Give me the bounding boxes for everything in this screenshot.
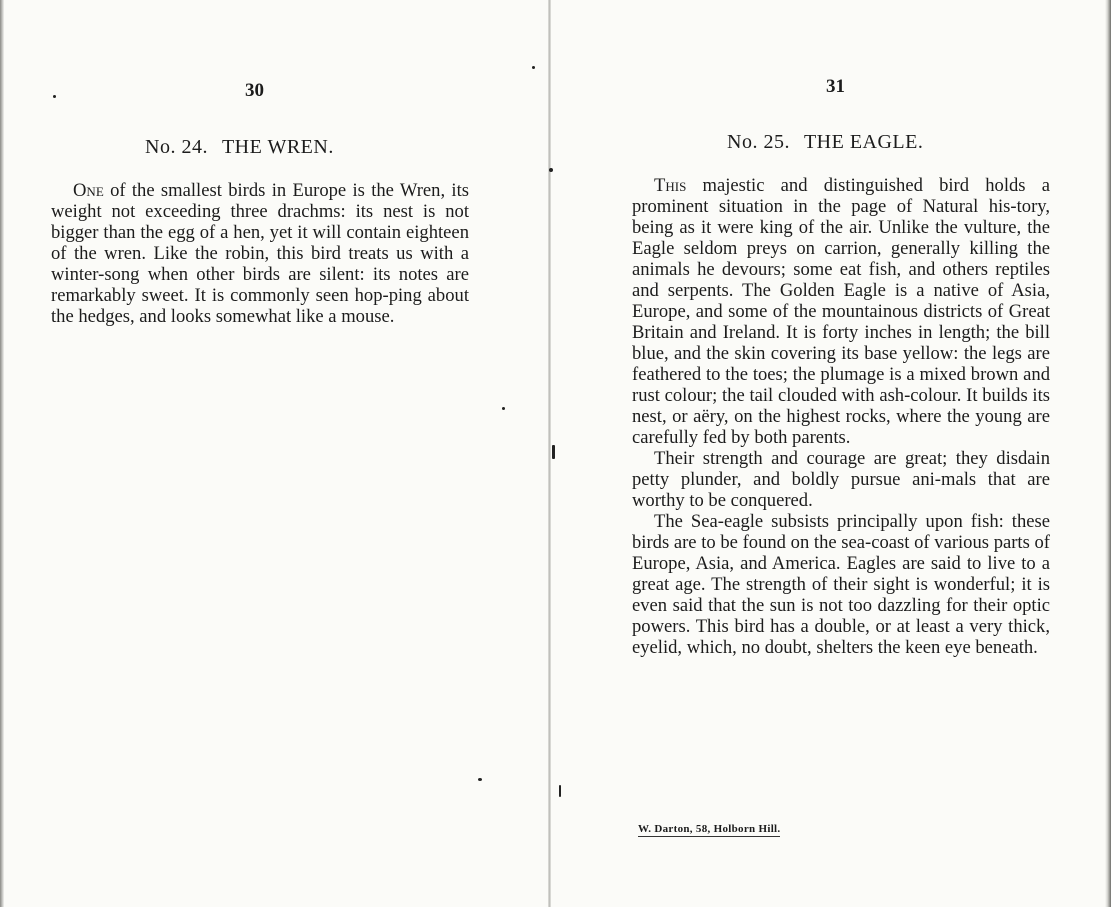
paragraph [51, 180, 469, 327]
paragraph [632, 175, 1050, 448]
page-number: 31 [826, 76, 845, 97]
body-text [632, 175, 1050, 658]
right-page [552, 0, 1111, 907]
left-page [0, 0, 550, 907]
ink-speck [478, 778, 482, 781]
paragraph: The Sea-eagle subsists principally upon fish: these birds are to be found on the sea-coast of various parts of Europe, Asia, and America. Eagles are said to live to a great age. The strength of their sight is wonderful; it is even said that the sun is not too dazzling for their optic powers. This bird has a double, or at least a very thick, eyelid, which, no doubt, shelters the keen eye beneath. [632, 511, 1050, 658]
lead-word: One [73, 180, 104, 201]
lead-word: This [654, 175, 687, 196]
section-number: No. 25. [727, 131, 790, 153]
ink-speck [559, 785, 561, 797]
ink-speck [532, 66, 535, 69]
ink-speck [549, 168, 553, 172]
paragraph-text: majestic and distinguished bird holds a prominent situation in the page of Natural his-tory, being as it were king of the air. Unlike the vulture, the Eagle seldom preys on carrion, generally killing the animals he devours; some eat fish, and others reptiles and serpents. The Golden Eagle is a native of Asia, Europe, and some of the mountainous districts of Great Britain and Ireland. It is forty inches in length; the bill blue, and the skin covering its base yellow: the legs are feathered to the toes; the plumage is a mixed brown and rust colour; the tail clouded with ash-colour. It builds its nest, or aëry, on the highest rocks, where the young are carefully fed by both parents. [632, 175, 1050, 448]
printer-imprint: W. Darton, 58, Holborn Hill. [638, 823, 781, 835]
ink-speck [552, 445, 555, 459]
paragraph: Their strength and courage are great; they disdain petty plunder, and boldly pursue ani-mals that are worthy to be conquered. [632, 448, 1050, 511]
section-title [145, 136, 334, 159]
page-number: 30 [245, 80, 264, 101]
section-number: No. 24. [145, 136, 208, 158]
body-text [51, 180, 469, 327]
section-title [727, 131, 923, 154]
ink-speck [502, 407, 505, 410]
section-heading: THE WREN. [221, 136, 334, 158]
ink-speck [53, 95, 56, 98]
section-heading: THE EAGLE. [803, 131, 924, 153]
paragraph-text: of the smallest birds in Europe is the Wren, its weight not exceeding three drachms: its nest is not bigger than the egg of a hen, yet it will contain eighteen of the wren. Like the robin, this bird treats us with a winter-song when other birds are silent: its notes are remarkably sweet. It is commonly seen hop-ping about the hedges, and looks somewhat like a mouse. [51, 180, 469, 327]
